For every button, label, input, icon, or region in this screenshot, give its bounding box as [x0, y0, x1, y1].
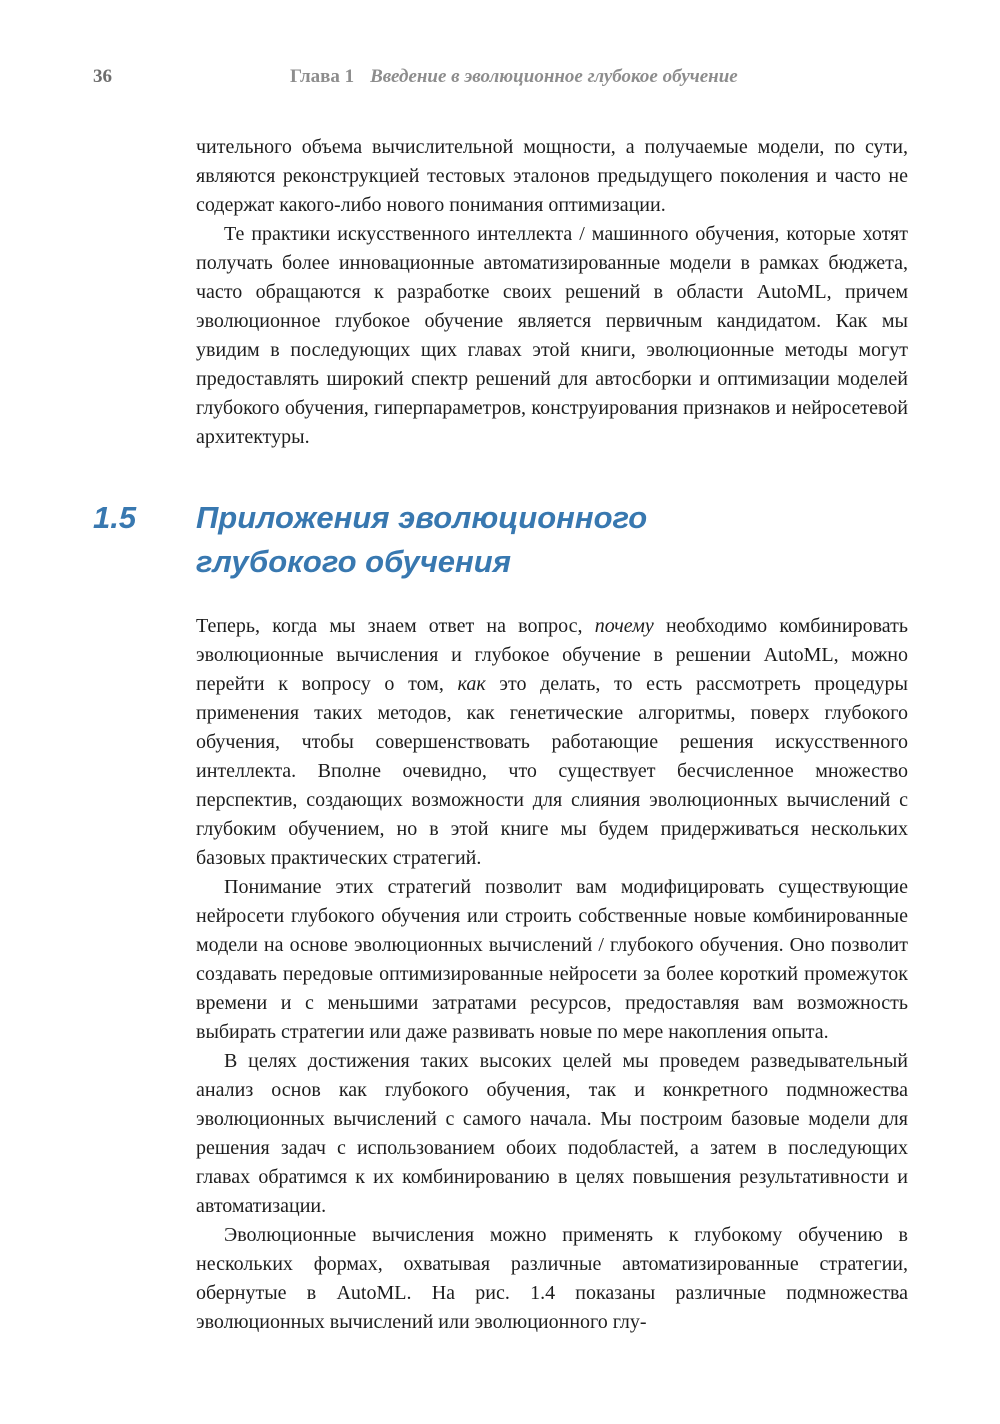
paragraph-text: необходимо комбинировать эволюционные вычисления и глубокое обучение в решении AutoML, можно перейти к вопросу о том,	[196, 615, 908, 695]
header-center	[290, 66, 738, 88]
paragraph: Те практики искусственного интеллекта / машинного обучения, которые хотят получать более инновационные автоматизированные модели в рамках бюджета, часто обращаются к разработке своих решений в области AutoML, причем эволюционное глубокое обучение является первичным кандидатом. Как мы увидим в последующих щих главах этой книги, эволюционные методы могут предоставлять широкий спектр решений для автосборки и оптимизации моделей глубокого обучения, гиперпараметров, конструирования признаков и нейросетевой архитектуры.	[196, 223, 908, 448]
paragraph-text: Теперь, когда мы знаем ответ на вопрос,	[196, 615, 595, 637]
emphasized-word: почему	[594, 615, 654, 637]
paragraph	[196, 612, 908, 873]
paragraph-continuation: чительного объема вычислительной мощности, а получаемые модели, по сути, являются реконструкцией тестовых эталонов предыдущего поколения и часто не содержат какого-либо нового понимания оптимизации.	[196, 136, 908, 216]
chapter-title: Введение в эволюционное глубокое обучение	[370, 66, 738, 87]
paragraph-text: это делать, то есть рассмотреть процедуры применения таких методов, как генетические алгоритмы, поверх глубокого обучения, чтобы совершенствовать работающие решения искусственного интеллекта. Вполне очевидно, что существует бесчисленное множество перспектив, создающих возможности для слияния эволюционных вычислений с глубоким обучением, но в этой книге мы будем придерживаться нескольких базовых практических стратегий.	[196, 673, 908, 869]
chapter-label: Глава 1	[290, 66, 355, 87]
emphasized-word: как	[457, 673, 486, 695]
paragraph: Понимание этих стратегий позволит вам модифицировать существующие нейросети глубокого обучения или строить собственные новые комбинированные модели на основе эволюционных вычислений / глубокого обучения. Оно позволит создавать передовые оптимизированные нейросети за более короткий промежуток времени и с меньшими затратами ресурсов, предоставляя вам возможность выбирать стратегии или даже развивать новые по мере накопления опыта.	[196, 876, 908, 1043]
section-title: Приложения эволюционного глубокого обучения	[196, 500, 648, 579]
paragraph: Эволюционные вычисления можно применять к глубокому обучению в нескольких формах, охватывая различные автоматизированные стратегии, обернутые в AutoML. На рис. 1.4 показаны различные подмножества эволюционных вычислений или эволюционного глу-	[196, 1224, 908, 1333]
section-heading	[93, 496, 908, 584]
section-number: 1.5	[93, 500, 137, 535]
running-header	[93, 66, 906, 88]
page-body	[93, 133, 908, 1337]
paragraph: В целях достижения таких высоких целей мы проведем разведывательный анализ основ как глубокого обучения, так и конкретного подмножества эволюционных вычислений с самого начала. Мы построим базовые модели для решения задач с использованием обоих подобластей, а затем в последующих главах обратимся к их комбинированию в целях повышения результативности и автоматизации.	[196, 1050, 908, 1217]
page-number: 36	[93, 66, 112, 87]
